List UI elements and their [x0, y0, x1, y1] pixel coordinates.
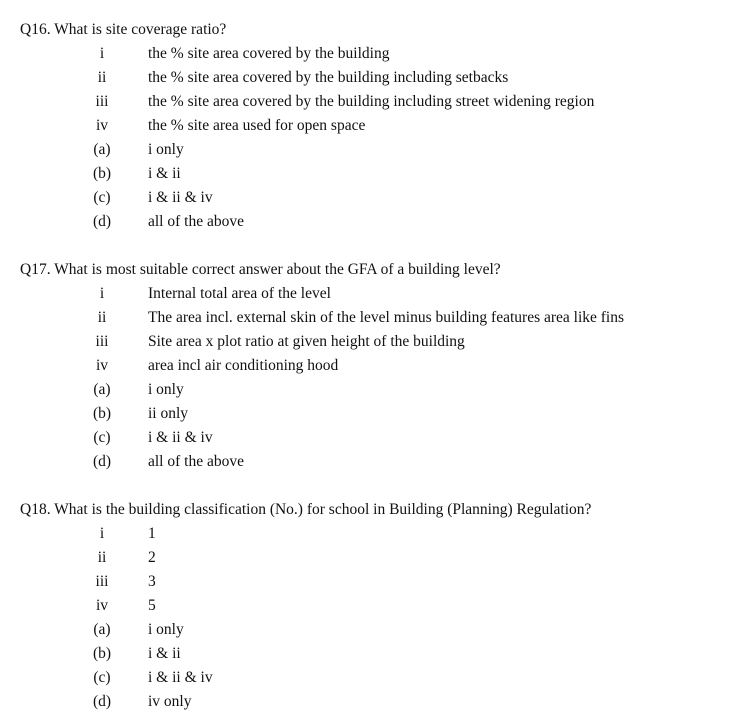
statement-text: 2	[148, 549, 156, 566]
statement-number: iv	[95, 117, 109, 134]
statement-row	[0, 44, 736, 64]
statement-text: The area incl. external skin of the level minus building features area like fins	[148, 309, 625, 326]
option-row	[0, 404, 736, 424]
option-label: (a)	[93, 141, 111, 158]
statement-row	[0, 68, 736, 88]
statement-number: ii	[97, 549, 107, 566]
option-text: all of the above	[148, 453, 244, 470]
option-row	[0, 452, 736, 472]
statement-row	[0, 548, 736, 568]
statement-row	[0, 356, 736, 376]
option-label: (a)	[93, 621, 111, 638]
statement-number: iii	[95, 93, 109, 110]
option-label: (b)	[92, 405, 112, 422]
statement-text: 3	[148, 573, 156, 590]
statement-row	[0, 92, 736, 112]
statement-number: iii	[95, 573, 109, 590]
option-row	[0, 428, 736, 448]
statement-text: area incl air conditioning hood	[148, 357, 339, 374]
option-label: (c)	[93, 189, 111, 206]
option-row	[0, 692, 736, 712]
statement-number: ii	[97, 69, 107, 86]
option-text: ii only	[148, 405, 189, 422]
option-text: i & ii	[148, 165, 181, 182]
option-text: i & ii & iv	[148, 669, 213, 686]
option-row	[0, 140, 736, 160]
statement-number: ii	[97, 309, 107, 326]
statement-number: i	[99, 525, 105, 542]
option-text: i only	[148, 621, 184, 638]
statement-row	[0, 524, 736, 544]
statement-text: Internal total area of the level	[148, 285, 331, 302]
statement-text: the % site area covered by the building including setbacks	[148, 69, 509, 86]
question-title: Q16. What is site coverage ratio?	[20, 21, 227, 38]
statement-text: the % site area covered by the building including street widening region	[148, 93, 595, 110]
option-text: iv only	[148, 693, 192, 710]
option-label: (d)	[92, 693, 112, 710]
option-text: i only	[148, 381, 184, 398]
statement-text: the % site area covered by the building	[148, 45, 390, 62]
statement-row	[0, 332, 736, 352]
option-row	[0, 188, 736, 208]
option-label: (a)	[93, 381, 111, 398]
option-row	[0, 668, 736, 688]
statement-row	[0, 596, 736, 616]
statement-row	[0, 284, 736, 304]
option-text: i only	[148, 141, 184, 158]
option-label: (b)	[92, 645, 112, 662]
option-row	[0, 620, 736, 640]
option-text: all of the above	[148, 213, 244, 230]
option-row	[0, 644, 736, 664]
statement-text: Site area x plot ratio at given height of the building	[148, 333, 465, 350]
option-row	[0, 380, 736, 400]
statement-number: iv	[95, 597, 109, 614]
question-title: Q17. What is most suitable correct answer about the GFA of a building level?	[20, 261, 501, 278]
option-row	[0, 212, 736, 232]
statement-number: i	[99, 285, 105, 302]
statement-row	[0, 116, 736, 136]
option-row	[0, 164, 736, 184]
statement-text: 5	[148, 597, 156, 614]
option-label: (b)	[92, 165, 112, 182]
statement-text: 1	[148, 525, 156, 542]
statement-row	[0, 572, 736, 592]
option-label: (d)	[92, 213, 112, 230]
option-label: (d)	[92, 453, 112, 470]
option-text: i & ii & iv	[148, 429, 213, 446]
option-text: i & ii & iv	[148, 189, 213, 206]
statement-number: i	[99, 45, 105, 62]
statement-row	[0, 308, 736, 328]
statement-number: iii	[95, 333, 109, 350]
statement-number: iv	[95, 357, 109, 374]
question-title: Q18. What is the building classification (No.) for school in Building (Planning) Regulation?	[20, 501, 592, 518]
option-label: (c)	[93, 429, 111, 446]
option-text: i & ii	[148, 645, 181, 662]
statement-text: the % site area used for open space	[148, 117, 366, 134]
option-label: (c)	[93, 669, 111, 686]
